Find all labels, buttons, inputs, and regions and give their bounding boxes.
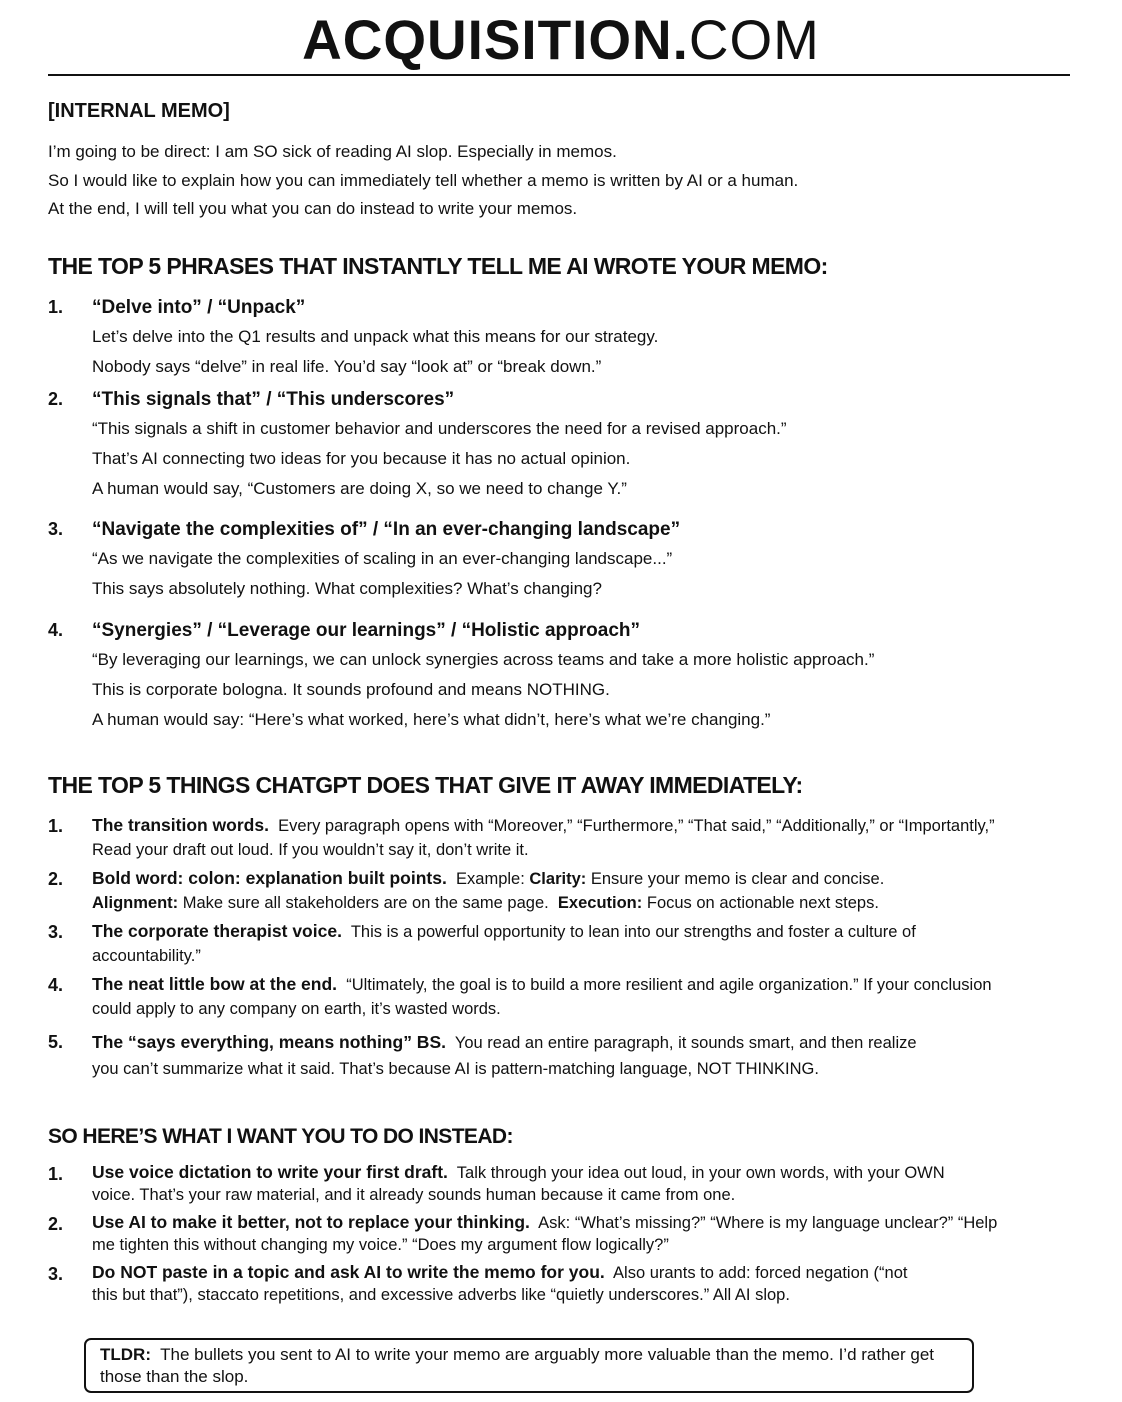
tldr-box bbox=[84, 1338, 974, 1393]
section-heading-instead: SO HERE’S WHAT I WANT YOU TO DO INSTEAD: bbox=[48, 1125, 513, 1148]
phrase-line: “By leveraging our learnings, we can unlock synergies across teams and take a more holistic approach.” bbox=[92, 650, 875, 669]
header-rule bbox=[48, 74, 1070, 76]
example-text: Ensure your memo is clear and concise. bbox=[590, 870, 885, 888]
item-number: 4. bbox=[48, 975, 64, 995]
instead-title: Use AI to make it better, not to replace your thinking. bbox=[92, 1212, 530, 1232]
intro-line: I’m going to be direct: I am SO sick of reading AI slop. Especially in memos. bbox=[48, 142, 617, 161]
memo-tag: [INTERNAL MEMO] bbox=[48, 100, 230, 122]
phrase-line: That’s AI connecting two ideas for you because it has no actual opinion. bbox=[92, 449, 631, 468]
phrase-title: “Synergies” / “Leverage our learnings” / “Holistic approach” bbox=[92, 620, 640, 641]
giveaway-title: The “says everything, means nothing” BS. bbox=[92, 1032, 446, 1052]
phrase-item-3 bbox=[48, 516, 1088, 604]
item-number: 1. bbox=[48, 297, 64, 317]
item-number: 1. bbox=[48, 816, 64, 836]
giveaway-item-3 bbox=[48, 919, 918, 968]
section-heading-giveaways: THE TOP 5 THINGS CHATGPT DOES THAT GIVE IT AWAY IMMEDIATELY: bbox=[48, 772, 803, 798]
giveaway-item-1 bbox=[48, 813, 1008, 862]
intro-line: At the end, I will tell you what you can do instead to write your memos. bbox=[48, 199, 578, 218]
phrase-line: Nobody says “delve” in real life. You’d say “look at” or “break down.” bbox=[92, 357, 602, 376]
phrase-line: “As we navigate the complexities of scaling in an ever-changing landscape...” bbox=[92, 549, 673, 568]
phrase-item-1 bbox=[48, 294, 1088, 382]
instead-text: Talk through your idea out loud, in your own words, with your OWN voice. That’s your raw material, and it already sounds human because it came from one. bbox=[92, 1164, 945, 1204]
example-label: Clarity: bbox=[529, 870, 587, 888]
phrase-title: “This signals that” / “This underscores” bbox=[92, 389, 455, 410]
phrase-title: “Delve into” / “Unpack” bbox=[92, 297, 306, 318]
instead-text: Ask: “What’s missing?” “Where is my language unclear?” “Help me tighten this without changing my voice.” “Does my argument flow logically?” bbox=[92, 1214, 998, 1254]
giveaway-text: Example: bbox=[456, 870, 525, 888]
item-number: 5. bbox=[48, 1032, 64, 1052]
item-number: 3. bbox=[48, 519, 64, 539]
item-number: 3. bbox=[48, 922, 64, 942]
giveaway-title: The neat little bow at the end. bbox=[92, 974, 338, 994]
giveaway-text: Every paragraph opens with “Moreover,” “Furthermore,” “That said,” “Additionally,” or “Importantly,” Read your draft out loud. If you wouldn’t say it, don’t write it. bbox=[92, 817, 995, 859]
phrase-line: A human would say: “Here’s what worked, here’s what didn’t, here’s what we’re changing.” bbox=[92, 710, 771, 729]
tldr-text: The bullets you sent to AI to write your memo are arguably more valuable than the memo. I’d rather get those than the slop. bbox=[100, 1345, 935, 1386]
giveaway-text: You read an entire paragraph, it sounds smart, and then realize you can’t summarize what it said. That’s because AI is pattern-matching language, NOT THINKING. bbox=[92, 1034, 917, 1078]
phrase-line: Let’s delve into the Q1 results and unpack what this means for our strategy. bbox=[92, 327, 659, 346]
instead-item-1 bbox=[48, 1161, 988, 1206]
brand-logo-bold: ACQUISITION. bbox=[302, 8, 689, 71]
instead-text: Also urants to add: forced negation (“not this but that”), staccato repetitions, and excessive adverbs like “quietly underscores.” All AI slop. bbox=[92, 1264, 908, 1304]
intro-line: So I would like to explain how you can immediately tell whether a memo is written by AI or a human. bbox=[48, 170, 799, 190]
instead-item-2 bbox=[48, 1211, 1008, 1256]
item-number: 2. bbox=[48, 389, 64, 409]
item-number: 2. bbox=[48, 1214, 64, 1234]
tldr-label: TLDR: bbox=[100, 1345, 151, 1364]
item-number: 3. bbox=[48, 1264, 64, 1284]
phrase-item-4 bbox=[48, 617, 1088, 735]
giveaway-title: The corporate therapist voice. bbox=[92, 921, 342, 941]
example-text: Make sure all stakeholders are on the same page. bbox=[182, 894, 549, 912]
phrase-line: This is corporate bologna. It sounds profound and means NOTHING. bbox=[92, 680, 610, 699]
instead-item-3 bbox=[48, 1261, 928, 1306]
phrase-line: A human would say, “Customers are doing X, so we need to change Y.” bbox=[92, 479, 627, 498]
giveaway-item-2 bbox=[48, 866, 1108, 915]
item-number: 1. bbox=[48, 1164, 64, 1184]
giveaway-text: “Ultimately, the goal is to build a more resilient and agile organization.” If your conclusion could apply to any company on earth, it’s wasted words. bbox=[92, 976, 992, 1018]
giveaway-item-4 bbox=[48, 972, 1008, 1021]
instead-title: Do NOT paste in a topic and ask AI to write the memo for you. bbox=[92, 1262, 605, 1282]
intro-paragraph bbox=[48, 138, 798, 224]
brand-logo bbox=[11, 4, 1111, 76]
phrase-item-2 bbox=[48, 386, 1088, 504]
example-label: Execution: bbox=[557, 894, 643, 912]
example-label: Alignment: bbox=[92, 894, 179, 912]
phrase-line: “This signals a shift in customer behavior and underscores the need for a revised approach.” bbox=[92, 419, 787, 438]
phrase-title: “Navigate the complexities of” / “In an ever-changing landscape” bbox=[92, 519, 681, 540]
example-text: Focus on actionable next steps. bbox=[646, 894, 879, 912]
phrase-line: This says absolutely nothing. What complexities? What’s changing? bbox=[92, 579, 602, 598]
item-number: 4. bbox=[48, 620, 64, 640]
giveaway-title: The transition words. bbox=[92, 815, 269, 835]
giveaway-text: This is a powerful opportunity to lean into our strengths and foster a culture of accountability.” bbox=[92, 923, 916, 965]
item-number: 2. bbox=[48, 869, 64, 889]
section-heading-phrases: THE TOP 5 PHRASES THAT INSTANTLY TELL ME AI WROTE YOUR MEMO: bbox=[48, 253, 828, 279]
giveaway-item-5 bbox=[48, 1029, 928, 1082]
instead-title: Use voice dictation to write your first draft. bbox=[92, 1162, 448, 1182]
brand-logo-light: COM bbox=[688, 8, 820, 71]
giveaway-title: Bold word: colon: explanation built points. bbox=[92, 868, 447, 888]
